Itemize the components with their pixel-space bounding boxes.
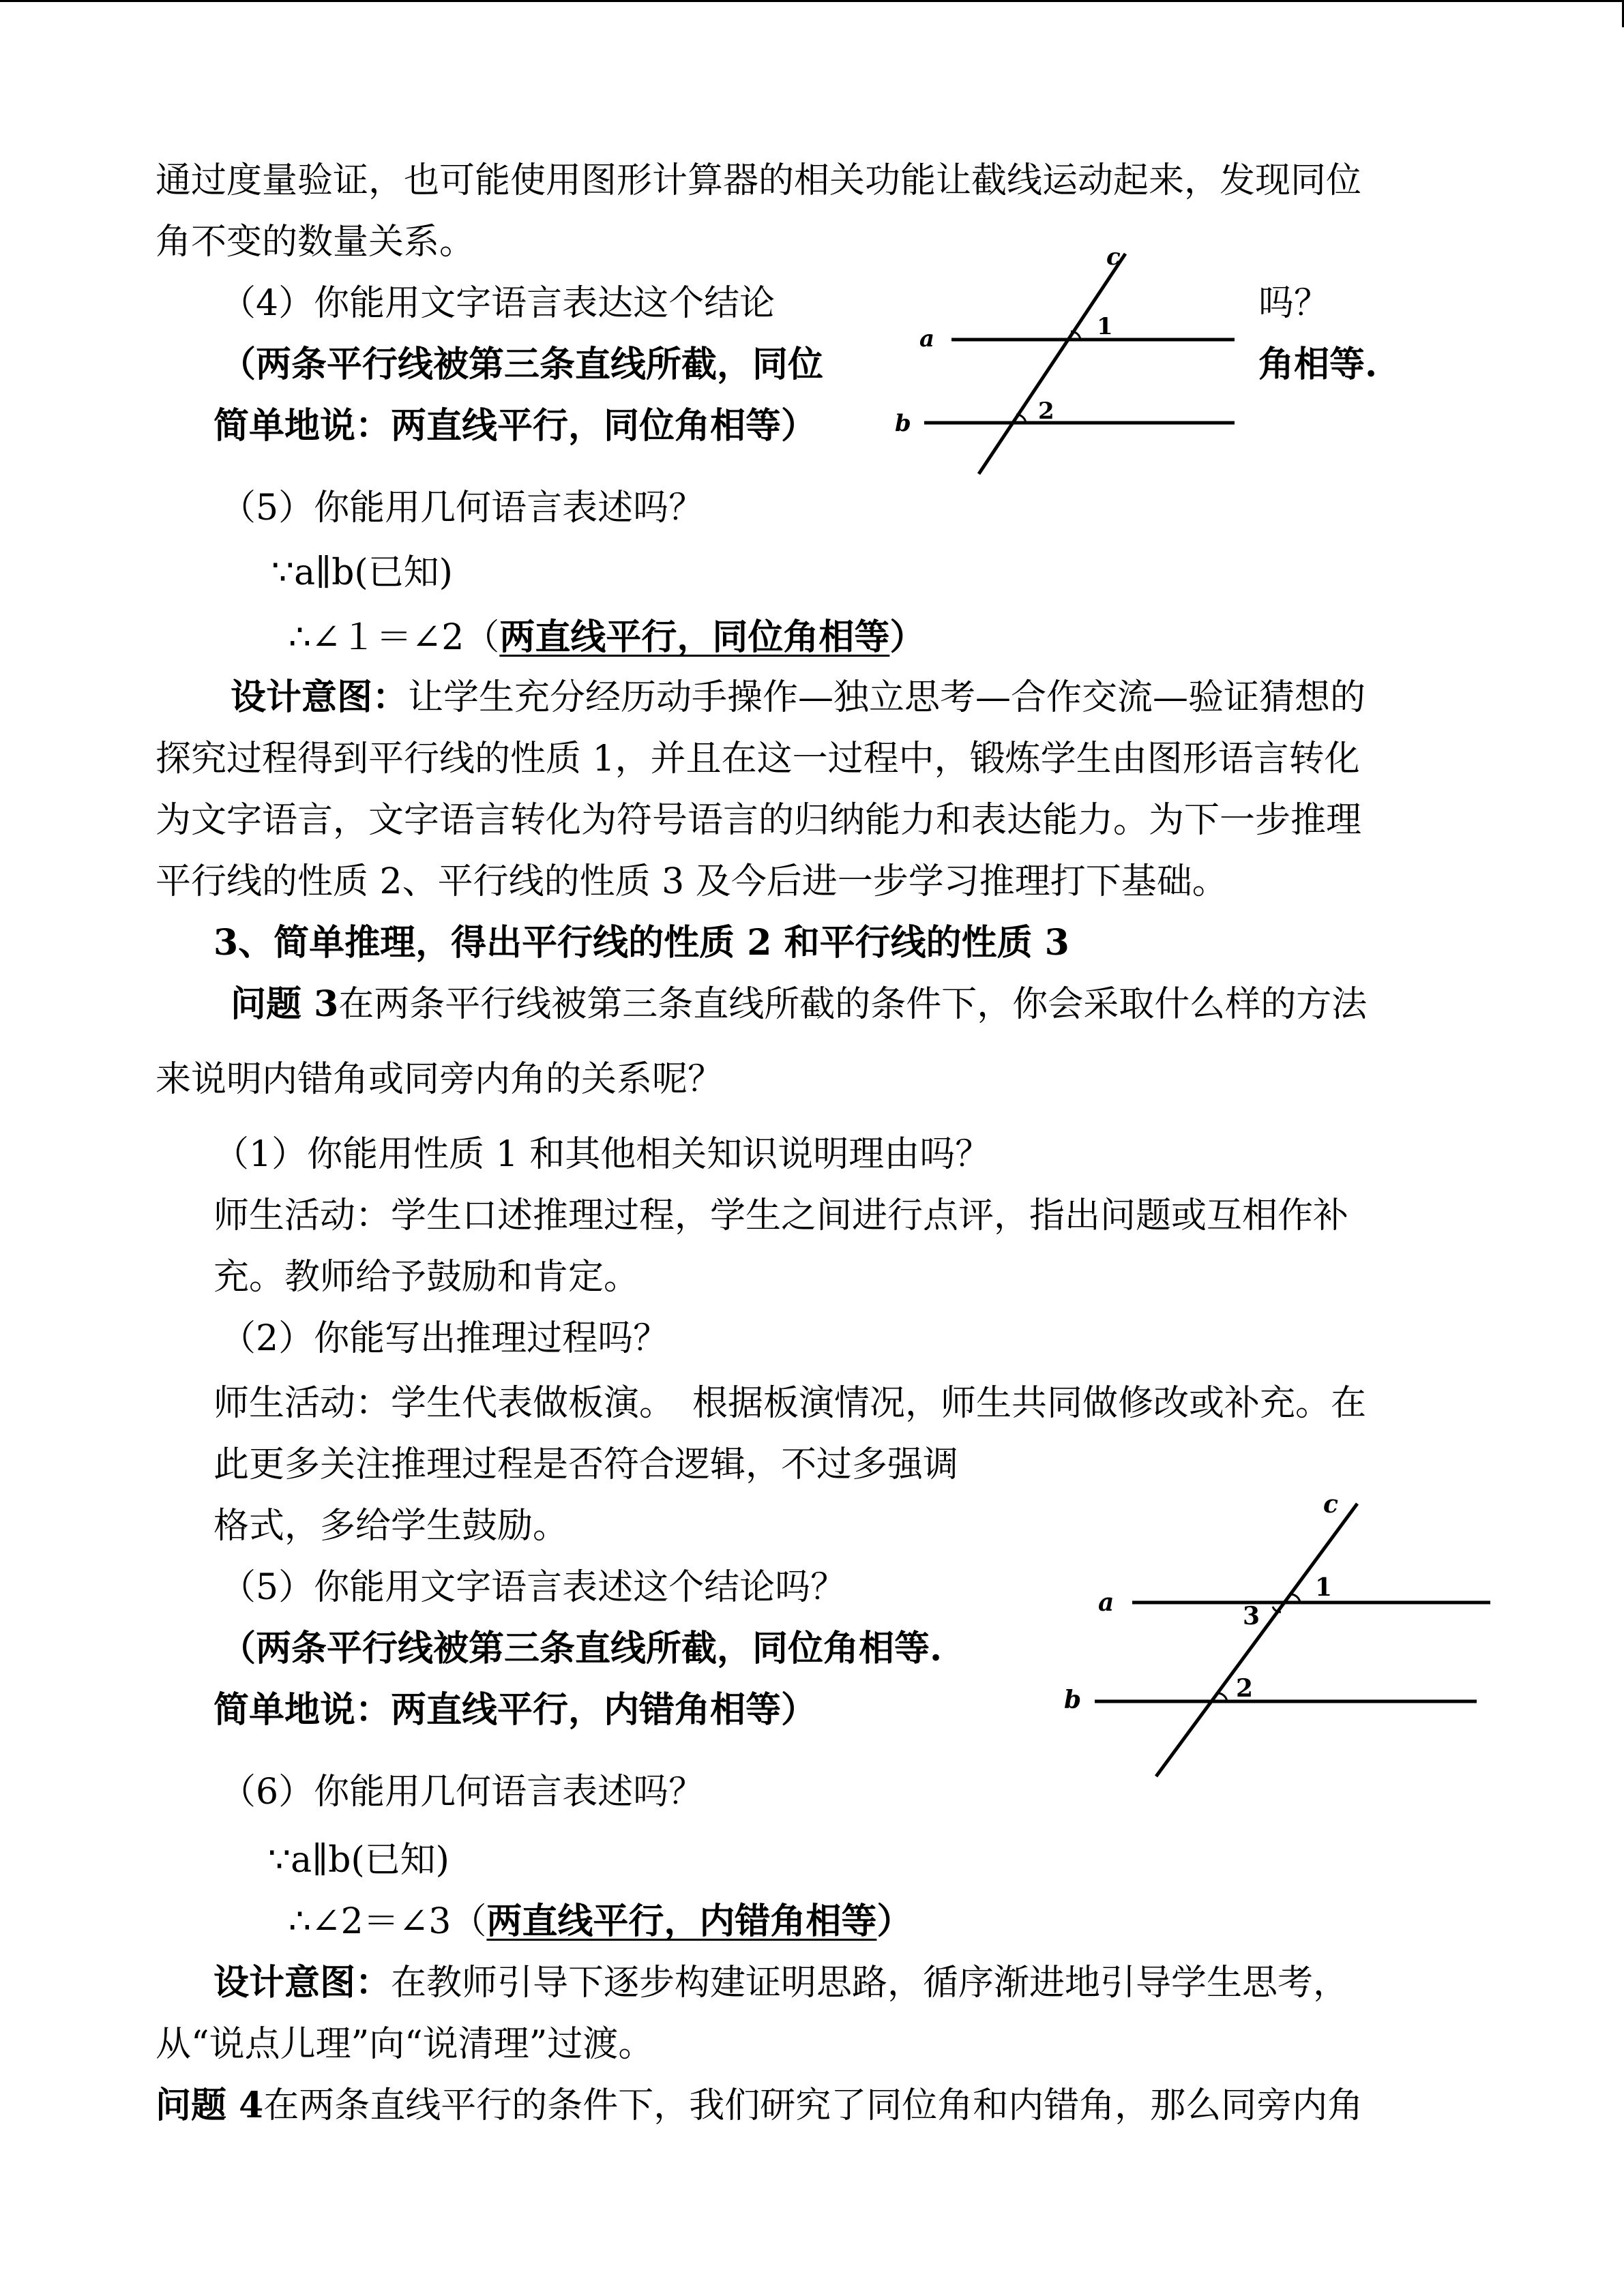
q5a-conclusion-reason: 两直线平行，同位角相等 [499,616,890,658]
q5a-conclusion [289,616,925,659]
problem-3-line-2: 来说明内错角或同旁内角的关系呢？ [156,1059,724,1100]
design-intent-1-text-1: 让学生充分经历动手操作—独立思考—合作交流—验证猜想的 [408,677,1366,718]
design-intent-1-line-2: 探究过程得到平行线的性质 1，并且在这一过程中，锻炼学生由图形语言转化 [156,739,1360,779]
fig2-label-angle-1: 1 [1315,1573,1333,1602]
problem-3-text-1: 在两条平行线被第三条直线所截的条件下，你会采取什么样的方法 [338,984,1368,1025]
q5a-question: （5）你能用几何语言表述吗？ [220,488,705,528]
fig2-label-a: a [1098,1588,1114,1617]
fig2-label-b: b [1064,1686,1082,1714]
p3-q6-conclusion-prefix: ∴∠2＝∠3（ [289,1901,487,1942]
q5a-conclusion-prefix: ∴∠１＝∠2（ [289,617,500,658]
intro-line-2: 角不变的数量关系。 [156,222,475,263]
q4-answer-part1: （两条平行线被第三条直线所截，同位 [220,344,824,385]
design-intent-2-label: 设计意图： [213,1962,392,2003]
fig2-label-c: c [1323,1490,1338,1519]
fig1-label-angle-2: 2 [1038,398,1054,425]
design-intent-1-line-4: 平行线的性质 2、平行线的性质 3 及今后进一步学习推理打下基础。 [156,861,1228,902]
fig1-label-a: a [919,325,935,353]
q5a-conclusion-suffix: ） [889,616,926,658]
design-intent-1-line-3: 为文字语言，文字语言转化为符号语言的归纳能力和表达能力。为下一步推理 [156,800,1362,841]
intro-line-1: 通过度量验证，也可能使用图形计算器的相关功能让截线运动起来，发现同位 [156,160,1362,201]
fig1-label-c: c [1106,243,1121,271]
p3-q5-answer-line-1: （两条平行线被第三条直线所截，同位角相等. [220,1628,943,1669]
section-3-heading: 3、简单推理，得出平行线的性质 2 和平行线的性质 3 [213,922,1069,964]
q4-question: （4）你能用文字语言表达这个结论 [220,283,776,324]
design-intent-2-line-1 [213,1961,1348,2005]
p3-q6-conclusion-reason: 两直线平行，内错角相等 [486,1900,877,1942]
page-top-border [0,0,1624,2]
fig1-line-c [979,254,1125,474]
q4-question-end: 吗？ [1258,283,1330,324]
p3-q6-given: ∵a∥b(已知) [268,1840,449,1881]
fig2-label-angle-3: 3 [1243,1602,1260,1630]
p3-q5-question: （5）你能用文字语言表述这个结论吗？ [220,1567,846,1608]
p3-q6-conclusion [289,1900,912,1943]
design-intent-2-line-2: 从“说点儿理”向“说清理”过渡。 [156,2024,654,2065]
problem-4-label: 问题 4 [156,2085,264,2126]
p3-q1-activity-line-2: 充。教师给予鼓励和肯定。 [213,1257,640,1298]
fig2-line-c [1156,1504,1357,1776]
p3-q2-question: （2）你能写出推理过程吗？ [220,1318,669,1359]
p3-q6-conclusion-suffix: ） [876,1900,913,1942]
problem-4-line-1 [156,2084,1363,2128]
p3-q2-activity-line-3: 格式，多给学生鼓励。 [213,1506,569,1547]
design-intent-2-text-1: 在教师引导下逐步构建证明思路，循序渐进地引导学生思考， [391,1963,1349,2003]
design-intent-1-line-1 [231,676,1365,719]
q5a-given: ∵a∥b(已知) [271,552,453,593]
p3-q1-activity-line-1: 师生活动：学生口述推理过程，学生之间进行点评，指出问题或互相作补 [213,1195,1349,1236]
p3-q6-question: （6）你能用几何语言表述吗？ [220,1772,705,1813]
fig2-label-angle-2: 2 [1236,1674,1254,1703]
p3-q5-answer-line-2: 简单地说：两直线平行，内错角相等） [213,1689,817,1731]
figure-parallel-lines-1 [887,245,1269,484]
figure-parallel-lines-2 [1064,1487,1507,1780]
problem-4-text-1: 在两条直线平行的条件下，我们研究了同位角和内错角，那么同旁内角 [263,2085,1363,2126]
p3-q2-activity-line-1: 师生活动：学生代表做板演。 根据板演情况，师生共同做修改或补充。在 [213,1383,1367,1424]
p3-q1-question: （1）你能用性质 1 和其他相关知识说明理由吗？ [213,1134,991,1175]
q4-answer-part2: 角相等. [1258,344,1378,385]
fig1-label-b: b [895,410,911,437]
fig1-label-angle-1: 1 [1097,313,1113,340]
design-intent-1-label: 设计意图： [231,676,409,718]
p3-q2-activity-line-2: 此更多关注推理过程是否符合逻辑，不过多强调 [213,1444,959,1485]
problem-3-line-1 [231,983,1367,1026]
problem-3-label: 问题 3 [231,983,339,1025]
q4-answer-short: 简单地说：两直线平行，同位角相等） [213,405,817,447]
